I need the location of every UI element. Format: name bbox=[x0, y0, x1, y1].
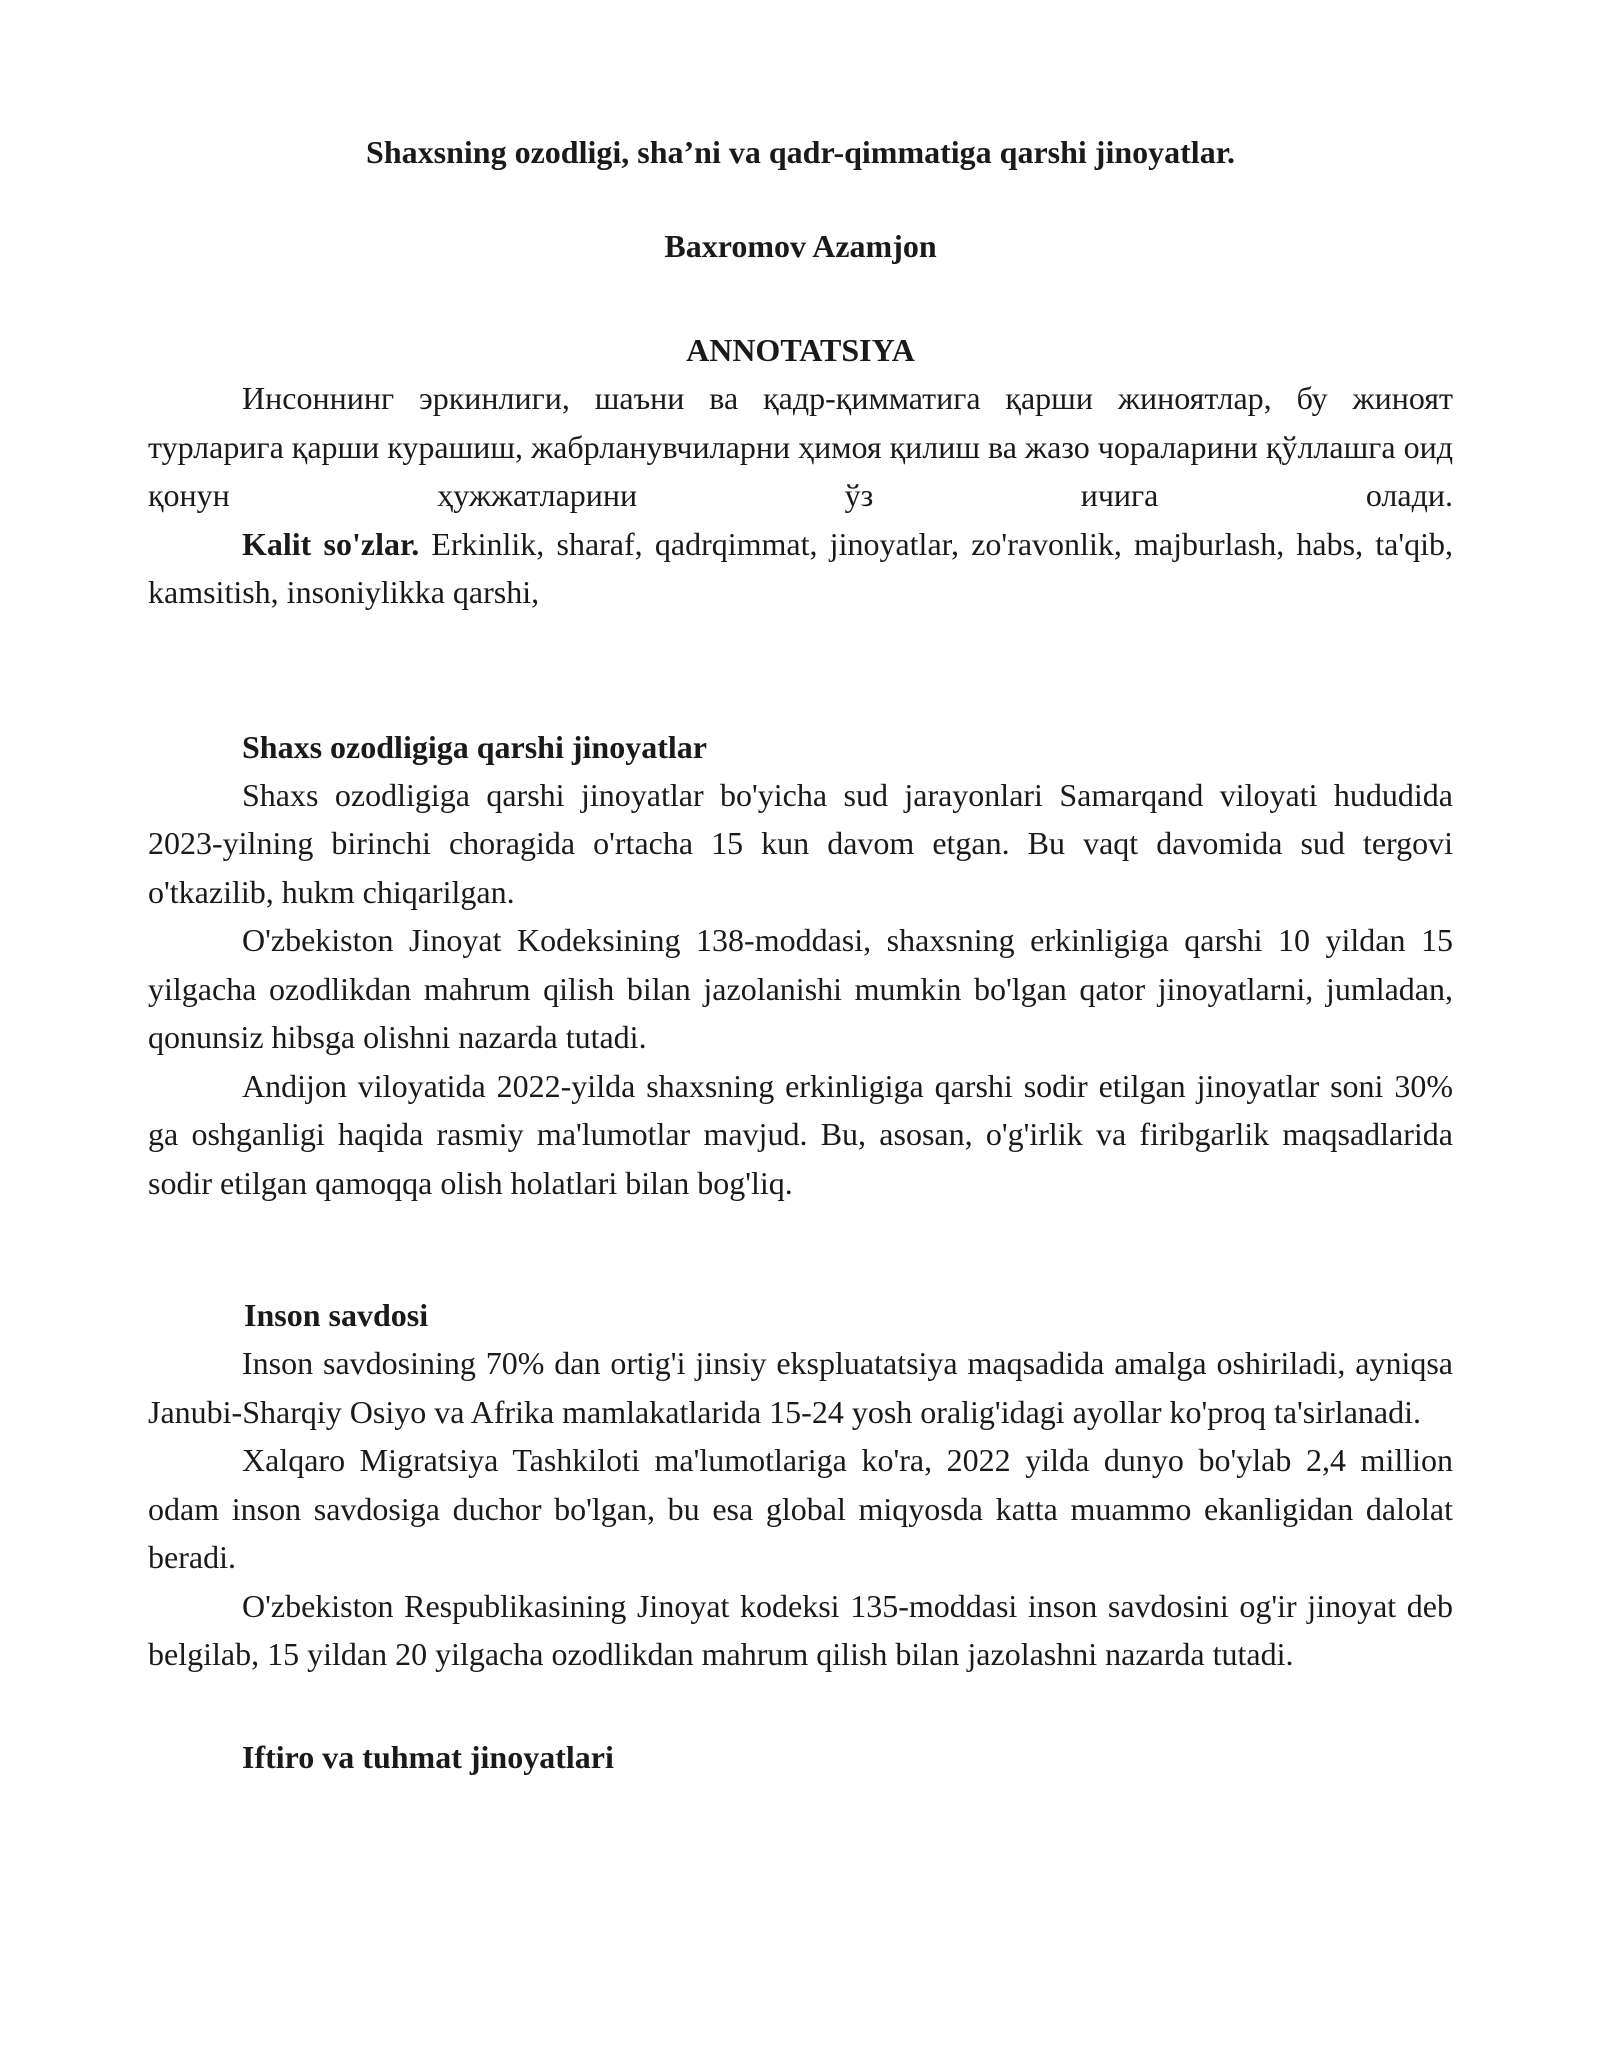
body-paragraph: Inson savdosining 70% dan ortig'i jinsiy ekspluatatsiya maqsadida amalga oshiriladi, ayniqsa Janubi-Sharqiy Osiyo va Afrika mamlakatlarida 15-24 yosh oralig'idagi ayollar ko'proq ta'sirlanadi. bbox=[148, 1345, 1453, 1430]
document-title: Shaxsning ozodligi, sha’ni va qadr-qimmatiga qarshi jinoyatlar. bbox=[366, 134, 1235, 170]
annotation-paragraph: Инсоннинг эркинлиги, шаъни ва қадр-қимматига қарши жиноятлар, бу жиноят турларига қарши курашиш, жабрланувчиларни ҳимоя қилиш ва жазо чораларини қўллашга оид қонун ҳужжатларини ўз ичига олади. bbox=[148, 380, 1453, 513]
keywords-list: Erkinlik, sharaf, qadrqimmat, jinoyatlar, zo'ravonlik, majburlash, habs, ta'qib, kamsitish, insoniylikka qarshi, bbox=[148, 525, 1454, 610]
keywords-label: Kalit so'zlar. bbox=[242, 525, 420, 562]
body-paragraph: O'zbekiston Jinoyat Kodeksining 138-moddasi, shaxsning erkinligiga qarshi 10 yildan 15 yilgacha ozodlikdan mahrum qilish bilan jazolanishi mumkin bo'lgan qator jinoyatlarni, jumladan, qonunsiz hibsga olishni nazarda tutadi. bbox=[148, 922, 1453, 1055]
section-heading-liberty: Shaxs ozodligiga qarshi jinoyatlar bbox=[242, 728, 707, 765]
body-paragraph: Shaxs ozodligiga qarshi jinoyatlar bo'yicha sud jarayonlari Samarqand viloyati hududida 2023-yilning birinchi choragida o'rtacha 15 kun davom etgan. Bu vaqt davomida sud tergovi o'tkazilib, hukm chiqarilgan. bbox=[148, 776, 1453, 910]
body-paragraph: Andijon viloyatida 2022-yilda shaxsning erkinligiga qarshi sodir etilgan jinoyatlar soni 30% ga oshganligi haqida rasmiy ma'lumotlar mavjud. Bu, asosan, o'g'irlik va firibgarlik maqsadlarida sodir etilgan qamoqqa olish holatlari bilan bog'liq. bbox=[148, 1067, 1453, 1201]
body-paragraph: O'zbekiston Respublikasining Jinoyat kodeksi 135-moddasi inson savdosini og'ir jinoyat deb belgilab, 15 yildan 20 yilgacha ozodlikdan mahrum qilish bilan jazolashni nazarda tutadi. bbox=[148, 1587, 1453, 1672]
section-heading-trafficking: Inson savdosi bbox=[244, 1297, 429, 1333]
annotation-heading: ANNOTATSIYA bbox=[686, 332, 915, 368]
keywords-paragraph bbox=[148, 520, 1453, 617]
document-page bbox=[148, 128, 1453, 1781]
section-heading-defamation: Iftiro va tuhmat jinoyatlari bbox=[242, 1738, 614, 1775]
author-name: Baxromov Azamjon bbox=[664, 228, 937, 264]
body-paragraph: Xalqaro Migratsiya Tashkiloti ma'lumotlariga ko'ra, 2022 yilda dunyo bo'ylab 2,4 million odam inson savdosiga duchor bo'lgan, bu esa global miqyosda katta muammo ekanligidan dalolat beradi. bbox=[148, 1442, 1453, 1575]
